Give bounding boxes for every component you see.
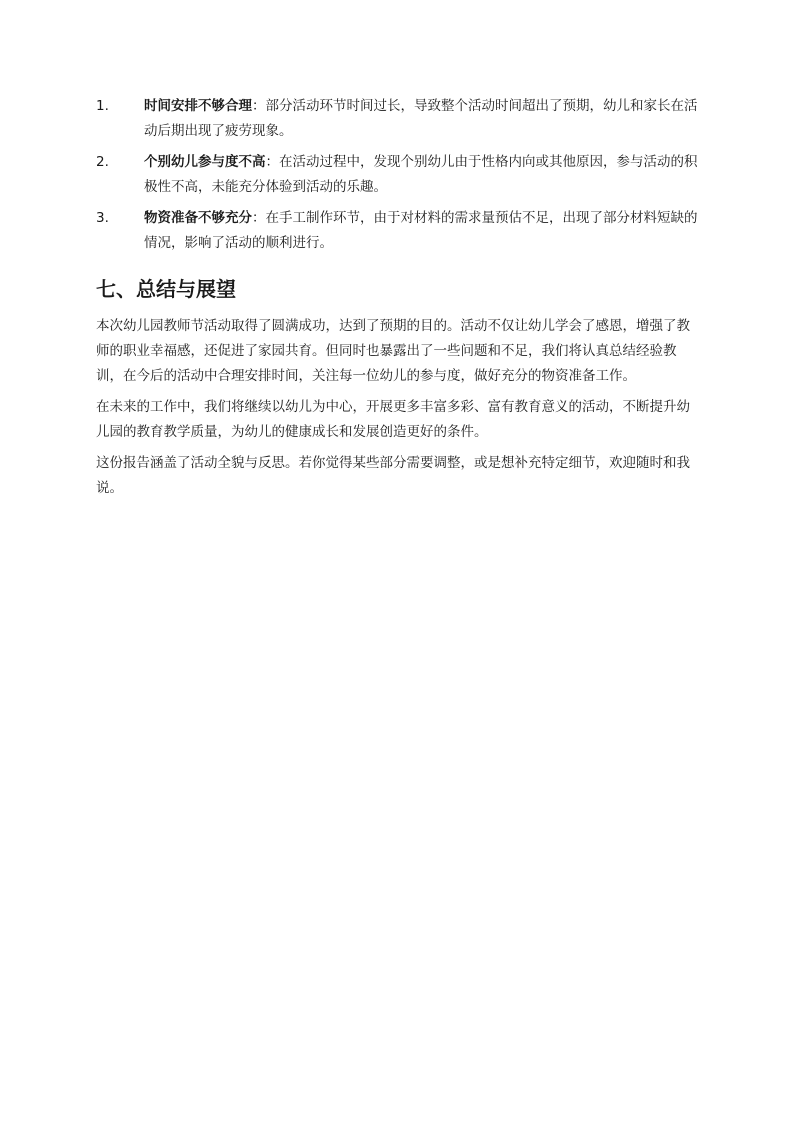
- issue-title: 物资准备不够充分: [144, 210, 252, 226]
- issue-number: 2.: [96, 154, 109, 170]
- issue-title: 时间安排不够合理: [144, 98, 252, 114]
- issue-number: 3.: [96, 210, 109, 226]
- issue-list: [96, 94, 700, 256]
- issue-item: [96, 94, 700, 144]
- issue-text: ：部分活动环节时间过长，导致整个活动时间超出了预期，幼儿和家长在活动后期出现了疲劳现象。: [144, 98, 698, 139]
- issue-text: ：在活动过程中，发现个别幼儿由于性格内向或其他原因，参与活动的积极性不高，未能充分体验到活动的乐趣。: [144, 154, 698, 195]
- summary-paragraph: 本次幼儿园教师节活动取得了圆满成功，达到了预期的目的。活动不仅让幼儿学会了感恩，增强了教师的职业幸福感，还促进了家园共育。但同时也暴露出了一些问题和不足，我们将认真总结经验教训，在今后的活动中合理安排时间，关注每一位幼儿的参与度，做好充分的物资准备工作。: [96, 318, 690, 384]
- issue-item: [96, 150, 700, 200]
- document-content: [96, 94, 700, 507]
- section-heading: 七、总结与展望: [96, 277, 236, 301]
- issue-item: [96, 206, 700, 256]
- issue-title: 个别幼儿参与度不高: [144, 154, 266, 170]
- outlook-paragraph: 在未来的工作中，我们将继续以幼儿为中心，开展更多丰富多彩、富有教育意义的活动，不断提升幼儿园的教育教学质量，为幼儿的健康成长和发展创造更好的条件。: [96, 399, 690, 440]
- issue-text: ：在手工制作环节，由于对材料的需求量预估不足，出现了部分材料短缺的情况，影响了活动的顺利进行。: [144, 210, 698, 251]
- closing-note-paragraph: 这份报告涵盖了活动全貌与反思。若你觉得某些部分需要调整，或是想补充特定细节，欢迎随时和我说。: [96, 455, 690, 496]
- issue-number: 1.: [96, 98, 109, 114]
